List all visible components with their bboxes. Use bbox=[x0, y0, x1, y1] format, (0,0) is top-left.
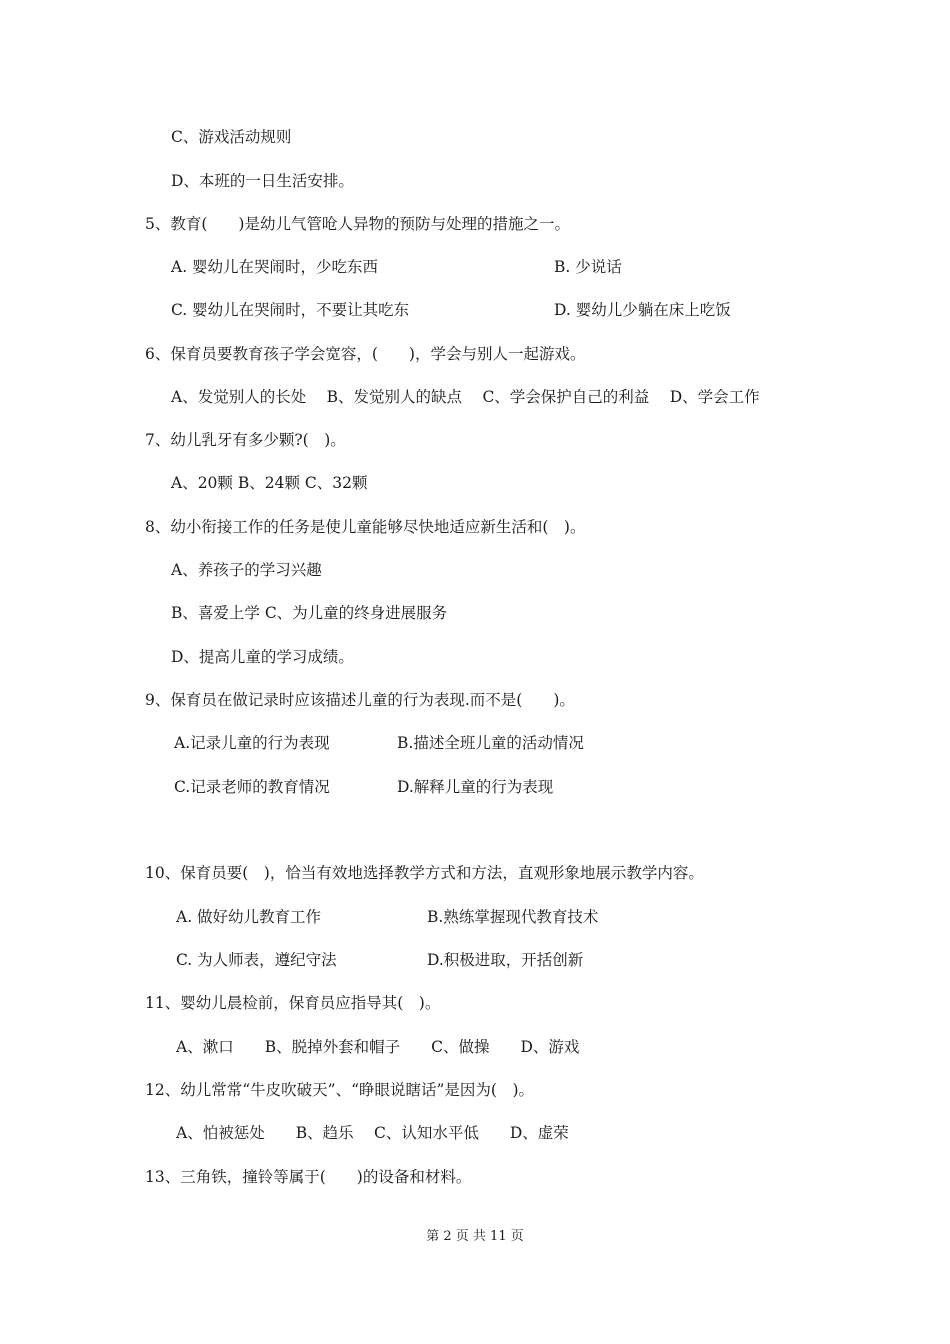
q5-option-d: D. 婴幼儿少躺在床上吃饭 bbox=[554, 301, 731, 319]
q7-options: A、20颗 B、24颗 C、32颗 bbox=[171, 474, 368, 492]
question-6: 6、保育员要教育孩子学会宽容，( )，学会与别人一起游戏。 bbox=[145, 345, 586, 363]
question-11: 11、婴幼儿晨检前，保育员应指导其( )。 bbox=[145, 994, 441, 1012]
question-10: 10、保育员要( )，恰当有效地选择教学方式和方法，直观形象地展示教学内容。 bbox=[145, 864, 704, 882]
option-d-line: D、本班的一日生活安排。 bbox=[171, 172, 354, 190]
q9-option-c: C.记录老师的教育情况 bbox=[174, 778, 330, 796]
q5-option-a: A. 婴幼儿在哭闹时，少吃东西 bbox=[171, 258, 379, 276]
q9-option-b: B.描述全班儿童的活动情况 bbox=[397, 734, 584, 752]
q9-option-a: A.记录儿童的行为表现 bbox=[174, 734, 330, 752]
question-5: 5、教育( )是幼儿气管呛人异物的预防与处理的措施之一。 bbox=[145, 215, 570, 233]
q9-option-d: D.解释儿童的行为表现 bbox=[397, 778, 554, 796]
q10-option-b: B.熟练掌握现代教育技术 bbox=[427, 908, 599, 926]
q10-option-a: A. 做好幼儿教育工作 bbox=[176, 908, 322, 926]
question-9: 9、保育员在做记录时应该描述儿童的行为表现.而不是( )。 bbox=[145, 691, 575, 709]
question-13: 13、三角铁，撞铃等属于( )的设备和材料。 bbox=[145, 1168, 472, 1186]
q5-option-b: B. 少说话 bbox=[554, 258, 622, 276]
question-12: 12、幼儿常常“牛皮吹破天”、“睁眼说瞎话”是因为( )。 bbox=[145, 1081, 535, 1099]
q11-options: A、漱口 B、脱掉外套和帽子 C、做操 D、游戏 bbox=[176, 1038, 580, 1056]
q10-option-d: D.积极进取，开括创新 bbox=[427, 951, 584, 969]
page-footer: 第 2 页 共 11 页 bbox=[426, 1229, 524, 1244]
q12-options: A、怕被惩处 B、趋乐 C、认知水平低 D、虚荣 bbox=[176, 1124, 569, 1142]
q8-option-a: A、养孩子的学习兴趣 bbox=[171, 561, 322, 579]
question-8: 8、幼小衔接工作的任务是使儿童能够尽快地适应新生活和( )。 bbox=[145, 518, 586, 536]
q10-option-c: C. 为人师表，遵纪守法 bbox=[176, 951, 337, 969]
option-c-line: C、游戏活动规则 bbox=[171, 128, 292, 146]
q8-option-b-c: B、喜爱上学 C、为儿童的终身进展服务 bbox=[171, 604, 448, 622]
q8-option-d: D、提高儿童的学习成绩。 bbox=[171, 648, 354, 666]
q5-option-c: C. 婴幼儿在哭闹时，不要让其吃东 bbox=[171, 301, 410, 319]
question-7: 7、幼儿乳牙有多少颗?( )。 bbox=[145, 431, 346, 449]
q6-options: A、发觉别人的长处 B、发觉别人的缺点 C、学会保护自己的利益 D、学会工作 bbox=[171, 388, 760, 406]
